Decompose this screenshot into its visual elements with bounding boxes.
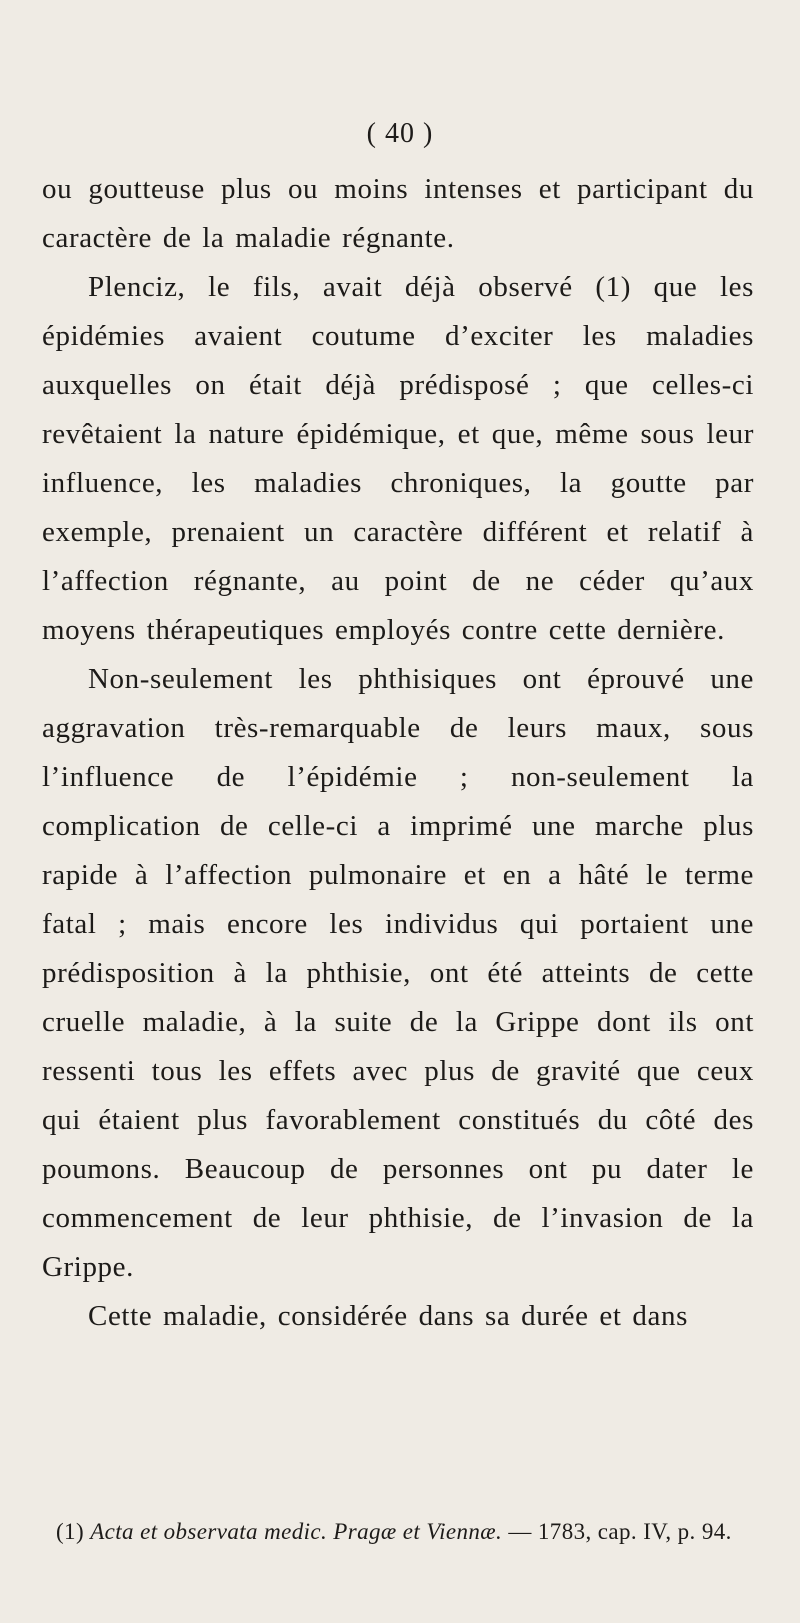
- footnote: [42, 1512, 754, 1551]
- paragraph-phthisiques: Non-seulement les phthisiques ont éprouvé une aggravation très-remarquable de leurs maux, sous l’influence de l’épidémie ; non-seulement la complication de celle-ci a imprimé une marche plus rapide à l’affection pulmonaire et en a hâté le terme fatal ; mais encore les individus qui portaient une prédisposition à la phthisie, ont été atteints de cette cruelle maladie, à la suite de la Grippe dont ils ont ressenti tous les effets avec plus de gravité que ceux qui étaient plus favorablement constitués du côté des poumons. Beaucoup de personnes ont pu dater le commencement de leur phthisie, de l’invasion de la Grippe.: [42, 663, 754, 1283]
- paragraph-duree: Cette maladie, considérée dans sa durée et dans: [88, 1300, 688, 1332]
- page-number: ( 40 ): [366, 118, 434, 149]
- body-text: [42, 165, 754, 1341]
- footnote-title: Acta et observata medic. Pragæ et Viennæ.: [90, 1519, 503, 1544]
- footnote-details: — 1783, cap. IV, p. 94.: [508, 1519, 732, 1544]
- paragraph-continuation: ou goutteuse plus ou moins intenses et participant du caractère de la maladie régnante.: [42, 173, 754, 254]
- paragraph-plenciz: Plenciz, le fils, avait déjà observé (1) que les épidémies avaient coutume d’exciter les maladies auxquelles on était déjà prédisposé ; que celles-ci revêtaient la nature épidémique, et que, même sous leur influence, les maladies chroniques, la goutte par exemple, prenaient un caractère différent et relatif à l’affection régnante, au point de ne céder qu’aux moyens thérapeutiques employés contre cette dernière.: [42, 271, 754, 646]
- footnote-marker: (1): [56, 1519, 85, 1544]
